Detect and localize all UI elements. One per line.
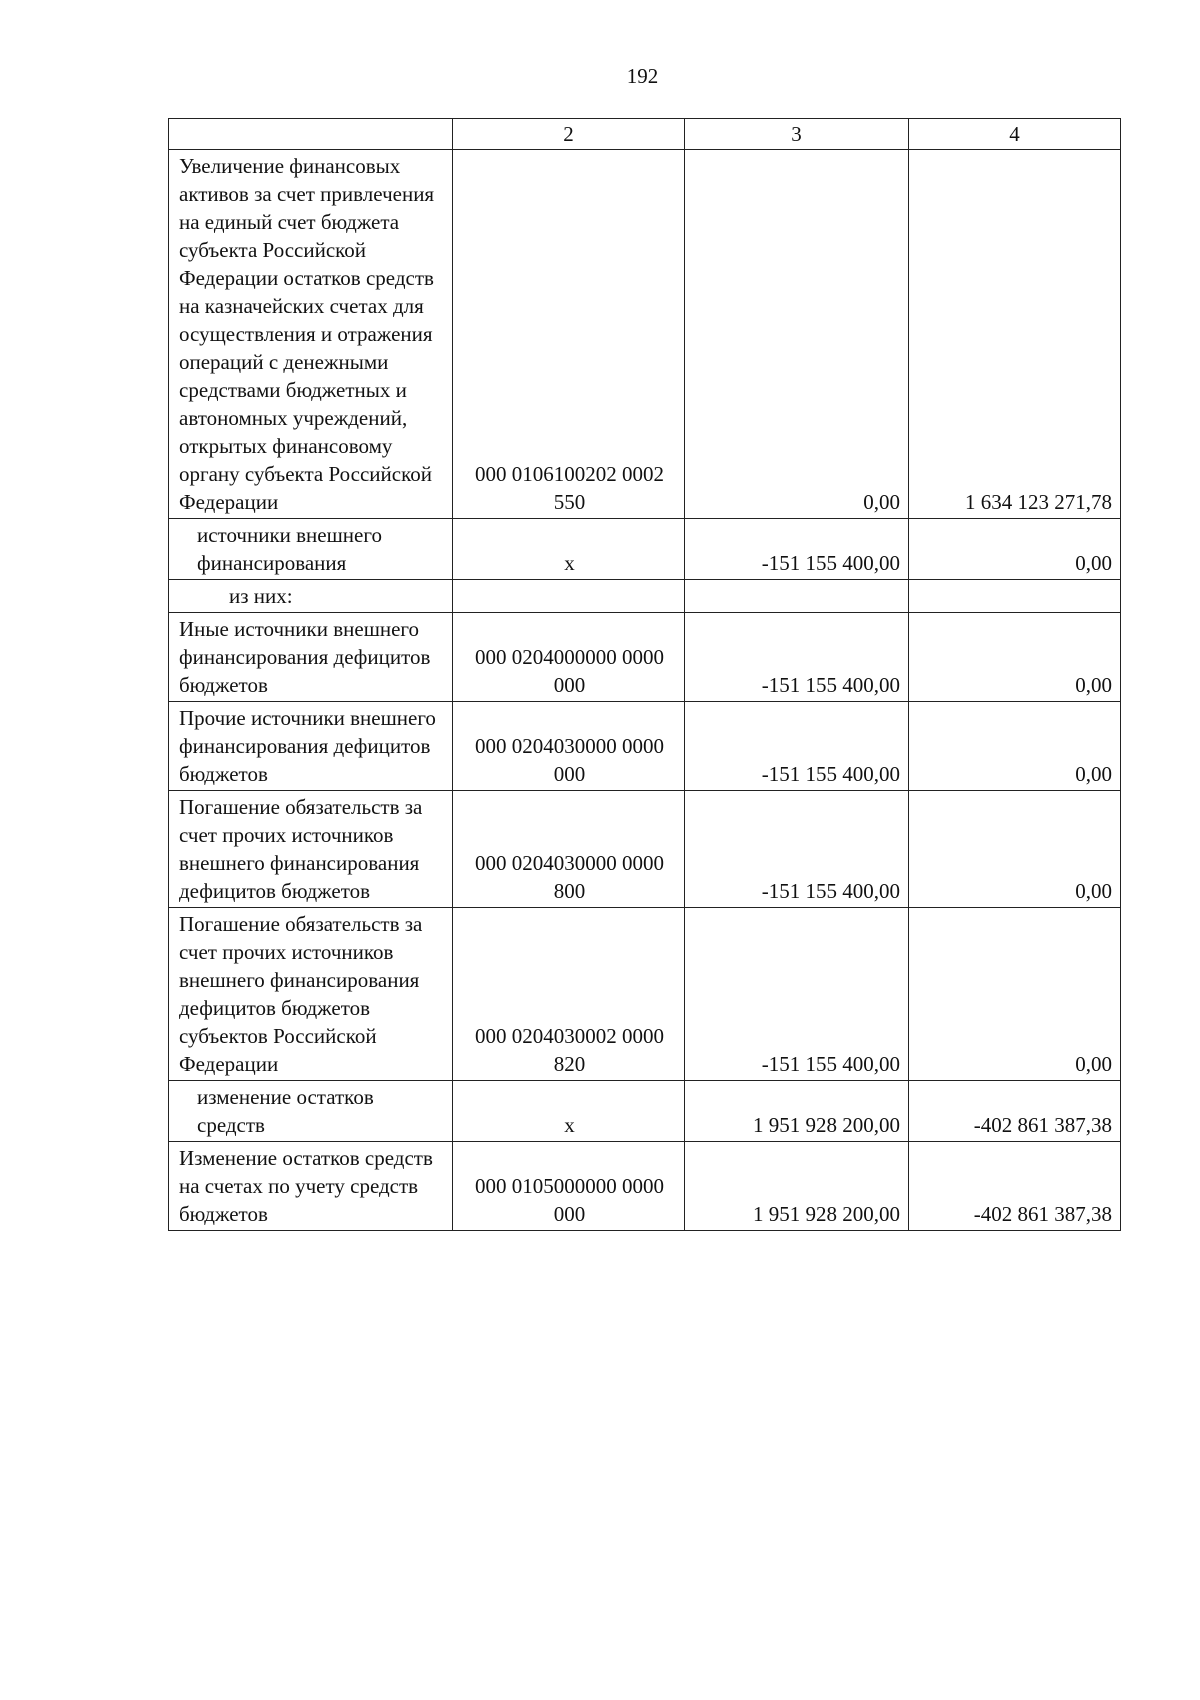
row-col4-value: 0,00 bbox=[909, 613, 1121, 702]
row-name: Погашение обязательств за счет прочих источников внешнего финансирования дефицитов бюджетов субъектов Российской Федерации bbox=[169, 908, 453, 1081]
table-row bbox=[169, 519, 1121, 580]
row-col4-value: 0,00 bbox=[909, 791, 1121, 908]
row-col4-value: 0,00 bbox=[909, 908, 1121, 1081]
row-name: Погашение обязательств за счет прочих источников внешнего финансирования дефицитов бюджетов bbox=[169, 791, 453, 908]
row-name: Иные источники внешнего финансирования дефицитов бюджетов bbox=[169, 613, 453, 702]
row-col3-value bbox=[685, 580, 909, 613]
table-header-row bbox=[169, 119, 1121, 150]
row-code: 000 0204030000 0000 000 bbox=[453, 702, 685, 791]
row-col3-value: 1 951 928 200,00 bbox=[685, 1081, 909, 1142]
table-row bbox=[169, 613, 1121, 702]
row-name: источники внешнего финансирования bbox=[169, 519, 453, 580]
header-cell-4: 4 bbox=[909, 119, 1121, 150]
table-row bbox=[169, 791, 1121, 908]
row-name: Прочие источники внешнего финансирования дефицитов бюджетов bbox=[169, 702, 453, 791]
header-cell-3: 3 bbox=[685, 119, 909, 150]
row-code: 000 0204000000 0000 000 bbox=[453, 613, 685, 702]
row-name: Увеличение финансовых активов за счет привлечения на единый счет бюджета субъекта Российской Федерации остатков средств на казначейских счетах для осуществления и отражения операций с денежными средствами бюджетных и автономных учреждений, открытых финансовому органу субъекта Российской Федерации bbox=[169, 150, 453, 519]
row-col3-value: 0,00 bbox=[685, 150, 909, 519]
row-code: 000 0105000000 0000 000 bbox=[453, 1142, 685, 1231]
row-code: 000 0204030000 0000 800 bbox=[453, 791, 685, 908]
row-code bbox=[453, 580, 685, 613]
row-col3-value: -151 155 400,00 bbox=[685, 702, 909, 791]
row-col4-value: 0,00 bbox=[909, 519, 1121, 580]
header-cell-2: 2 bbox=[453, 119, 685, 150]
row-code: 000 0204030002 0000 820 bbox=[453, 908, 685, 1081]
header-cell-1 bbox=[169, 119, 453, 150]
row-name: изменение остатков средств bbox=[169, 1081, 453, 1142]
row-col3-value: 1 951 928 200,00 bbox=[685, 1142, 909, 1231]
table-row bbox=[169, 908, 1121, 1081]
row-col4-value: -402 861 387,38 bbox=[909, 1142, 1121, 1231]
row-code: 000 0106100202 0002 550 bbox=[453, 150, 685, 519]
table-row bbox=[169, 150, 1121, 519]
budget-sources-table bbox=[168, 118, 1121, 1231]
row-col3-value: -151 155 400,00 bbox=[685, 613, 909, 702]
row-name: Изменение остатков средств на счетах по учету средств бюджетов bbox=[169, 1142, 453, 1231]
table-row bbox=[169, 1142, 1121, 1231]
table-row bbox=[169, 580, 1121, 613]
row-code: x bbox=[453, 1081, 685, 1142]
page-number: 192 bbox=[626, 64, 659, 88]
row-col3-value: -151 155 400,00 bbox=[685, 908, 909, 1081]
row-col4-value bbox=[909, 580, 1121, 613]
table-row bbox=[169, 1081, 1121, 1142]
row-col4-value: 0,00 bbox=[909, 702, 1121, 791]
row-code: x bbox=[453, 519, 685, 580]
table-row bbox=[169, 702, 1121, 791]
row-col4-value: 1 634 123 271,78 bbox=[909, 150, 1121, 519]
row-col3-value: -151 155 400,00 bbox=[685, 519, 909, 580]
row-name: из них: bbox=[169, 580, 453, 613]
row-col3-value: -151 155 400,00 bbox=[685, 791, 909, 908]
row-col4-value: -402 861 387,38 bbox=[909, 1081, 1121, 1142]
